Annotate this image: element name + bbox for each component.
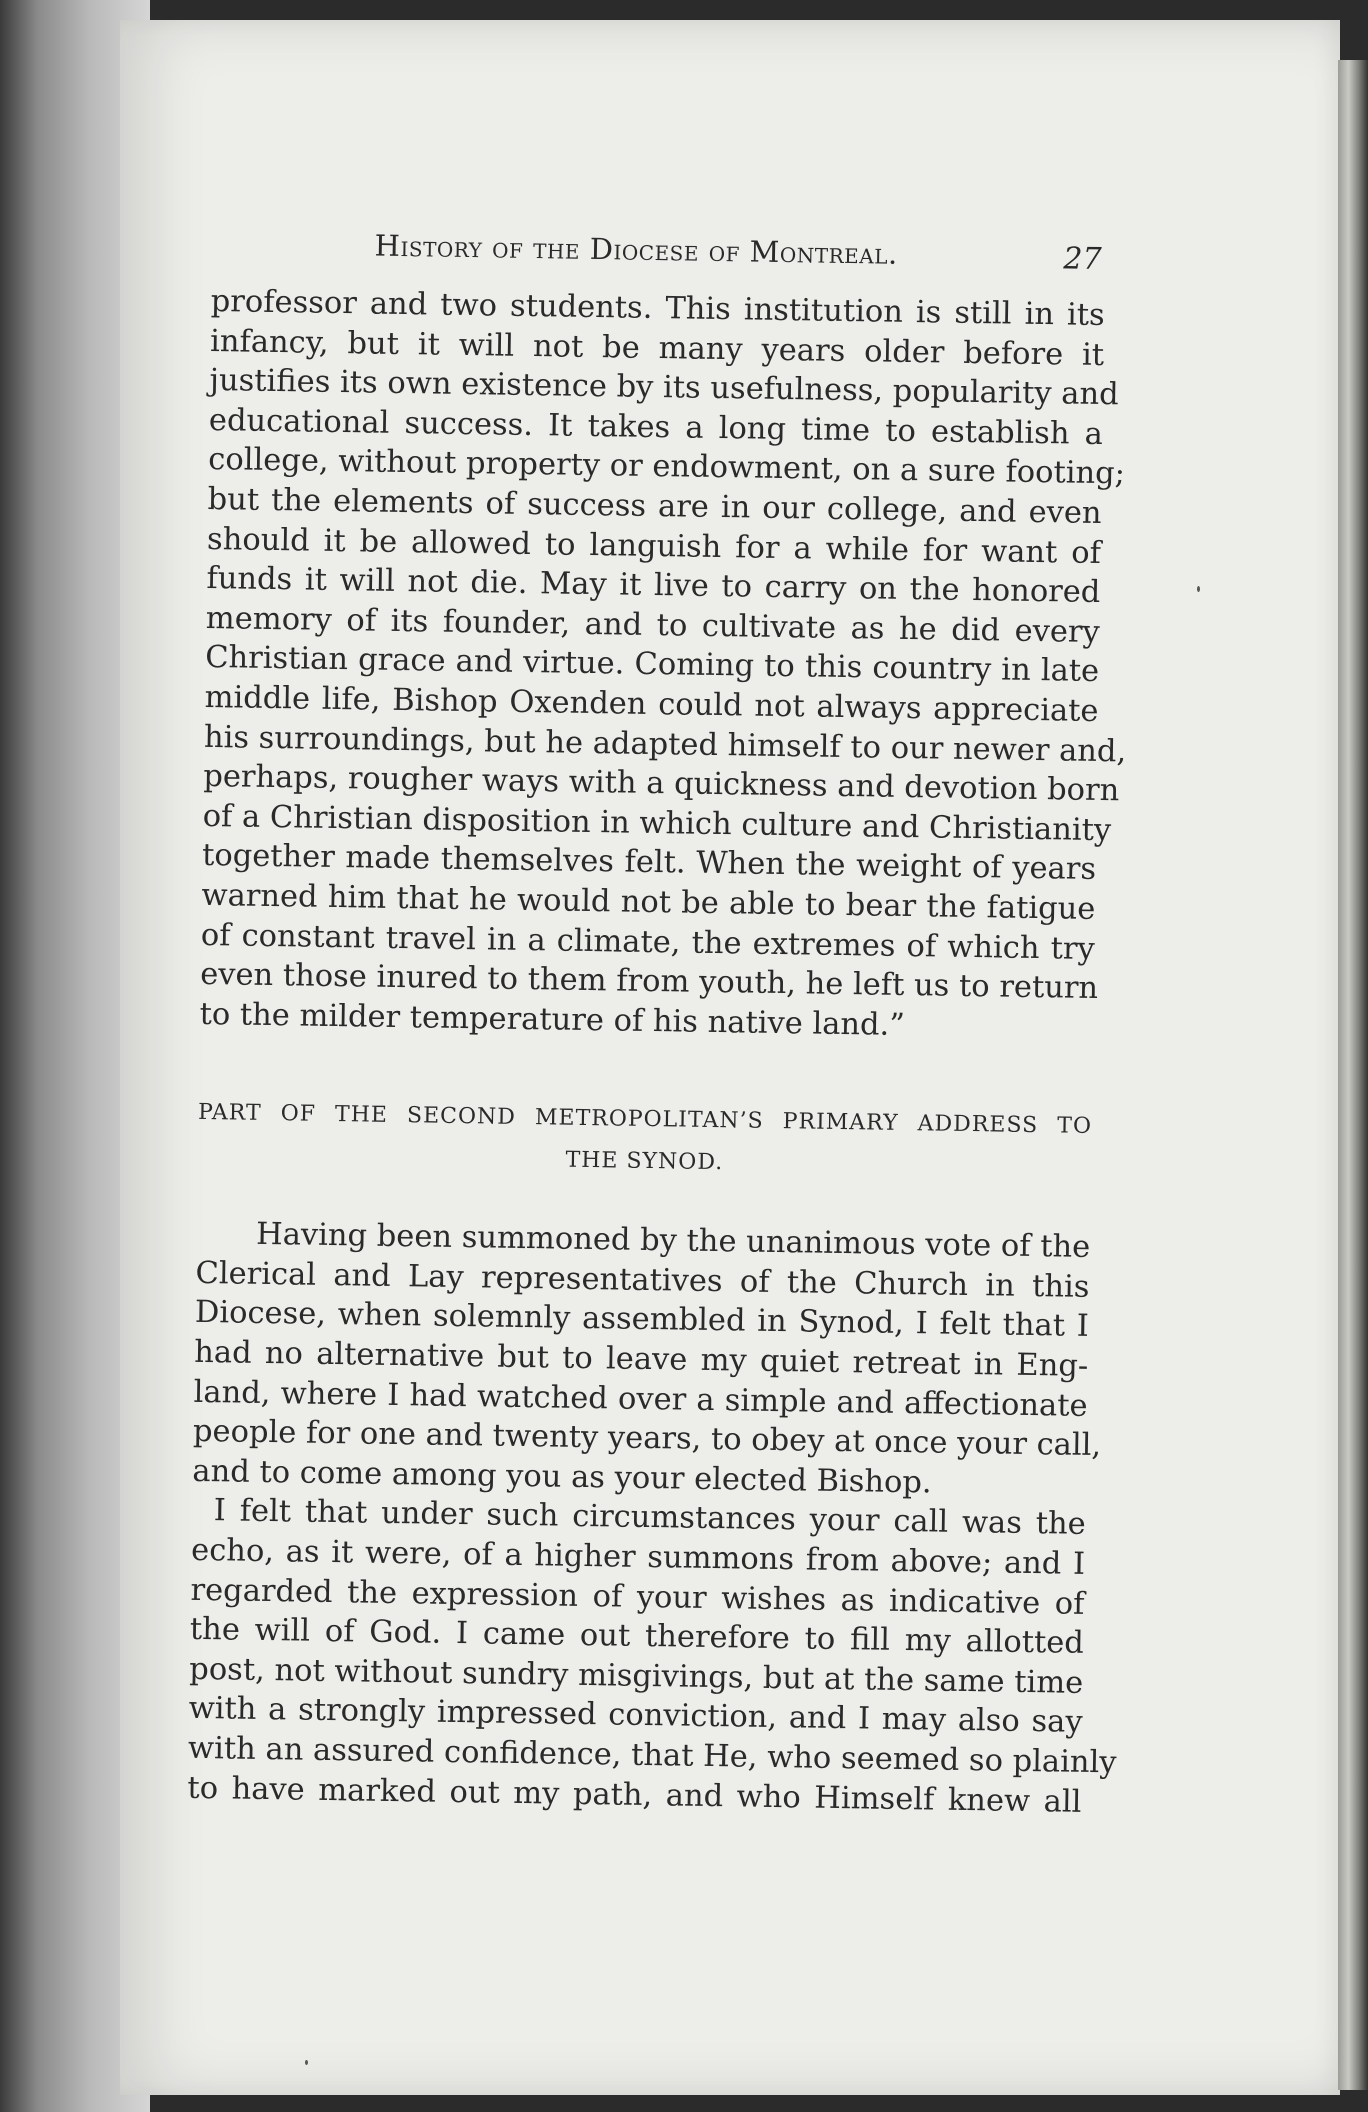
section-heading-line-2: THE SYNOD. <box>565 1147 724 1176</box>
text-line: with a strongly impressed conviction, and I may also say <box>188 1691 1083 1741</box>
text-line: funds it will not die. May it live to carry on the honored <box>206 561 1101 611</box>
section-heading <box>197 1094 1092 1188</box>
text-line: college, without property or endowment, on a sure footing; <box>208 442 1126 492</box>
text-line: infancy, but it will not be many years older before it <box>209 323 1105 373</box>
text-line: warned him that he would not be able to bear the fatigue <box>201 877 1096 927</box>
text-line: Diocese, when solemnly assembled in Synod, I felt that I <box>194 1295 1090 1345</box>
text-line: of constant travel in a climate, the extremes of which try <box>200 917 1096 967</box>
page-number: 27 <box>1063 241 1102 277</box>
text-line: memory of its founder, and to cultivate as he did every <box>205 600 1101 650</box>
text-line: Having been summoned by the unanimous vote of the <box>255 1217 1091 1266</box>
text-line: professor and two students. This institution is still in its <box>210 283 1105 334</box>
text-line: with an assured confidence, that He, who seemed so plainly <box>187 1730 1117 1781</box>
page-text-block <box>187 226 1127 1822</box>
text-line: post, not without sundry misgivings, but at the same time <box>189 1651 1084 1701</box>
text-line: people for one and twenty years, to obey at once your call, <box>192 1414 1102 1464</box>
text-line: Christian grace and virtue. Coming to this country in late <box>204 640 1100 690</box>
text-line: perhaps, rougher ways with a quickness and devotion born <box>203 759 1120 809</box>
text-line: but the elements of success are in our college, and even <box>207 481 1102 531</box>
text-line: together made themselves felt. When the weight of years <box>201 838 1097 888</box>
section-heading-line-1: PART OF THE SECOND METROPOLITAN’S PRIMARY ADDRESS TO <box>197 1100 1093 1140</box>
paragraph <box>192 1214 1102 1505</box>
text-line: Clerical and Lay representatives of the Church in this <box>195 1255 1090 1305</box>
text-line: middle life, Bishop Oxenden could not always appreciate <box>204 679 1099 729</box>
text-line: and to come among you as your elected Bishop. <box>192 1453 932 1501</box>
text-line: I felt that under such circumstances your call was the <box>213 1493 1086 1543</box>
page-stack-edge <box>1338 60 1368 2090</box>
text-line: of a Christian disposition in which culture and Christianity <box>202 798 1112 848</box>
text-line: his surroundings, but he adapted himself to our newer and, <box>203 719 1127 769</box>
text-line: to the milder temperature of his native land.” <box>199 996 906 1043</box>
running-head-title: History of the Diocese of Montreal. <box>374 228 898 271</box>
text-line: to have marked out my path, and who Himself knew all <box>187 1770 1082 1820</box>
text-line: even those inured to them from youth, he left us to return <box>199 957 1099 1007</box>
text-line: the will of God. I came out therefore to fill my allotted <box>189 1612 1085 1662</box>
text-line: echo, as it were, of a higher summons from above; and I <box>190 1532 1086 1582</box>
text-line: had no alternative but to leave my quiet retreat in Eng- <box>194 1334 1089 1384</box>
text-line: regarded the expression of your wishes as indicative of <box>190 1572 1085 1622</box>
text-line: land, where I had watched over a simple and affectionate <box>193 1374 1088 1424</box>
text-line: should it be allowed to languish for a while for want of <box>206 521 1102 571</box>
paragraph <box>187 1491 1117 1822</box>
paragraph-continued <box>199 282 1127 1048</box>
text-line: justifies its own existence by its usefulness, popularity and <box>209 363 1119 413</box>
paper-speck <box>1197 586 1200 592</box>
text-line: educational success. It takes a long time to establish a <box>208 402 1104 452</box>
paper-speck <box>305 2060 308 2065</box>
